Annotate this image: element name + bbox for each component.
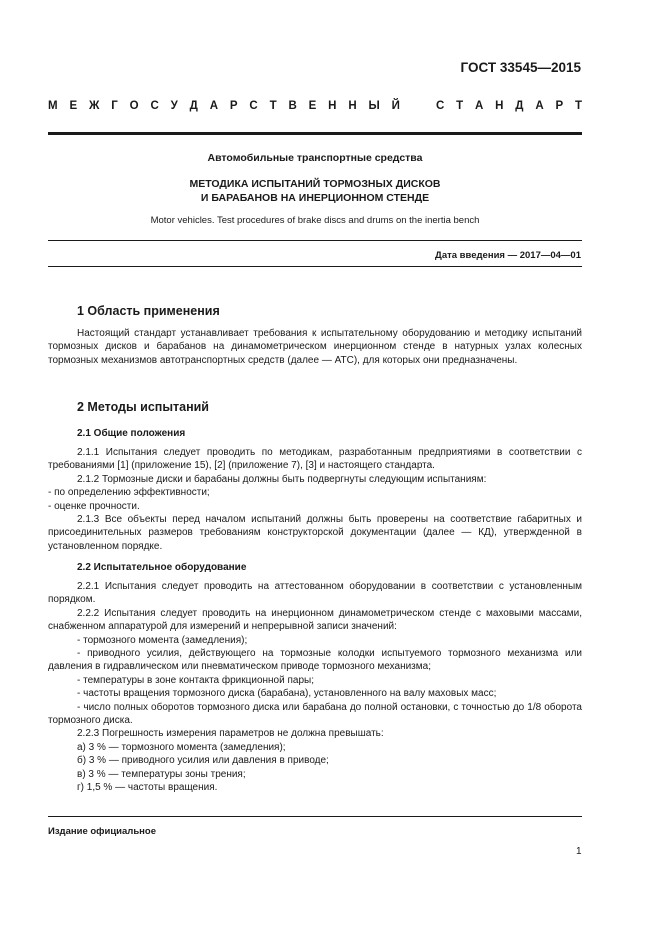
heading-letter: У xyxy=(170,100,178,112)
subsection-2-2-heading: 2.2 Испытательное оборудование xyxy=(77,562,247,573)
title-rule xyxy=(48,240,582,241)
paragraph-2-1-3: 2.1.3 Все объекты перед началом испытаний должны быть проверены на соответствие габаритных и присоединительных размеров требованиям конструкторской документации (далее — КД), утвержденной в установленном порядке. xyxy=(48,514,582,552)
list-item: - по определению эффективности; xyxy=(48,487,210,499)
heading-letter: Г xyxy=(111,100,118,112)
heading-letter: М xyxy=(48,100,58,112)
document-category: Автомобильные транспортные средства xyxy=(207,152,423,164)
heading-letter: Р xyxy=(555,100,564,112)
document-title-line-1: МЕТОДИКА ИСПЫТАНИЙ ТОРМОЗНЫХ ДИСКОВ xyxy=(189,178,441,190)
heading-letter: Д xyxy=(515,100,524,112)
standard-type-word-2 xyxy=(436,100,582,112)
paragraph-2-2-3: 2.2.3 Погрешность измерения параметров не должна превышать: xyxy=(77,728,384,740)
heading-letter: Й xyxy=(391,100,400,112)
list-item: г) 1,5 % — частоты вращения. xyxy=(77,782,218,794)
date-intro: Дата введения — 2017—04—01 xyxy=(435,250,581,261)
paragraph-2-1-2: 2.1.2 Тормозные диски и барабаны должны быть подвергнуты следующим испытаниям: xyxy=(77,473,487,485)
list-item: - тормозного момента (замедления); xyxy=(77,634,248,646)
official-edition-label: Издание официальное xyxy=(48,826,156,837)
heading-letter: А xyxy=(475,100,484,112)
heading-letter: Т xyxy=(574,100,582,112)
section-1-heading: 1 Область применения xyxy=(77,304,220,318)
list-item: - приводного усилия, действующего на тормозные колодки испытуемого тормозного механизма или давления в гидравлическом или пневматическом приводе тормозного механизма; xyxy=(48,648,582,673)
document-title-line-2: И БАРАБАНОВ НА ИНЕРЦИОННОМ СТЕНДЕ xyxy=(200,192,430,204)
subsection-2-1-body xyxy=(48,446,582,553)
list-item: - частоты вращения тормозного диска (барабана), установленного на валу маховых масс; xyxy=(77,688,497,700)
list-item: - число полных оборотов тормозного диска или барабана до полной остановки, с точностью до 1/8 оборота тормозного диска. xyxy=(48,701,582,727)
list-item: в) 3 % — температуры зоны трения; xyxy=(77,768,246,780)
heading-letter: Е xyxy=(308,100,317,112)
section-2-heading: 2 Методы испытаний xyxy=(77,400,209,414)
subsection-2-2-body xyxy=(48,580,582,795)
heading-letter: Н xyxy=(495,100,504,112)
date-rule xyxy=(48,266,582,267)
section-1-text xyxy=(48,327,582,367)
heading-letter: С xyxy=(249,100,258,112)
list-item: - температуры в зоне контакта фрикционной пары; xyxy=(77,674,314,686)
heading-letter: Е xyxy=(69,100,78,112)
heading-letter: А xyxy=(209,100,219,112)
heading-letter: В xyxy=(288,100,297,112)
gost-number: ГОСТ 33545—2015 xyxy=(460,60,581,75)
document-title-english: Motor vehicles. Test procedures of brake discs and drums on the inertia bench xyxy=(150,215,480,226)
heading-letter: А xyxy=(535,100,544,112)
paragraph-2-2-1: 2.2.1 Испытания следует проводить на аттестованном оборудовании в соответствии с установленным порядком. xyxy=(48,581,582,606)
heading-letter: Ы xyxy=(368,100,380,112)
heading-letter: С xyxy=(436,100,445,112)
document-title xyxy=(48,177,582,205)
paragraph-2-1-1: 2.1.1 Испытания следует проводить по методикам, разработанным предприятиями в соответствии с требованиями [1] (приложение 15), [2] (приложение 7), [3] и настоящего стандарта. xyxy=(48,447,582,472)
heading-letter: Н xyxy=(328,100,337,112)
page-number: 1 xyxy=(576,846,582,857)
section-1-paragraph: Настоящий стандарт устанавливает требования к испытательному оборудованию и методику испытаний тормозных дисков и барабанов на динамометрическом инерционном стенде в натурных узлах колесных тормозных механизмов автотранспортных средств (далее — АТС), для которых они предназначены. xyxy=(48,328,582,366)
heading-letter: Т xyxy=(456,100,464,112)
footer-rule xyxy=(48,816,582,817)
heading-letter: Р xyxy=(229,100,238,112)
heading-letter: Д xyxy=(189,100,198,112)
heading-letter: Т xyxy=(269,100,277,112)
heading-letter: О xyxy=(129,100,139,112)
list-item: - оценке прочности. xyxy=(48,500,140,512)
heading-letter: С xyxy=(150,100,159,112)
header-rule xyxy=(48,132,582,135)
list-item: а) 3 % — тормозного момента (замедления); xyxy=(77,741,286,753)
subsection-2-1-heading: 2.1 Общие положения xyxy=(77,428,186,439)
standard-type-heading xyxy=(48,100,582,112)
standard-type-word-1 xyxy=(48,100,400,112)
heading-letter: Ж xyxy=(88,100,100,112)
heading-letter: Н xyxy=(348,100,357,112)
list-item: б) 3 % — приводного усилия или давления в приводе; xyxy=(77,755,329,767)
paragraph-2-2-2: 2.2.2 Испытания следует проводить на инерционном динамометрическом стенде с маховыми массами, снабженном аппаратурой для измерений и непрерывной записи значений: xyxy=(48,607,582,633)
